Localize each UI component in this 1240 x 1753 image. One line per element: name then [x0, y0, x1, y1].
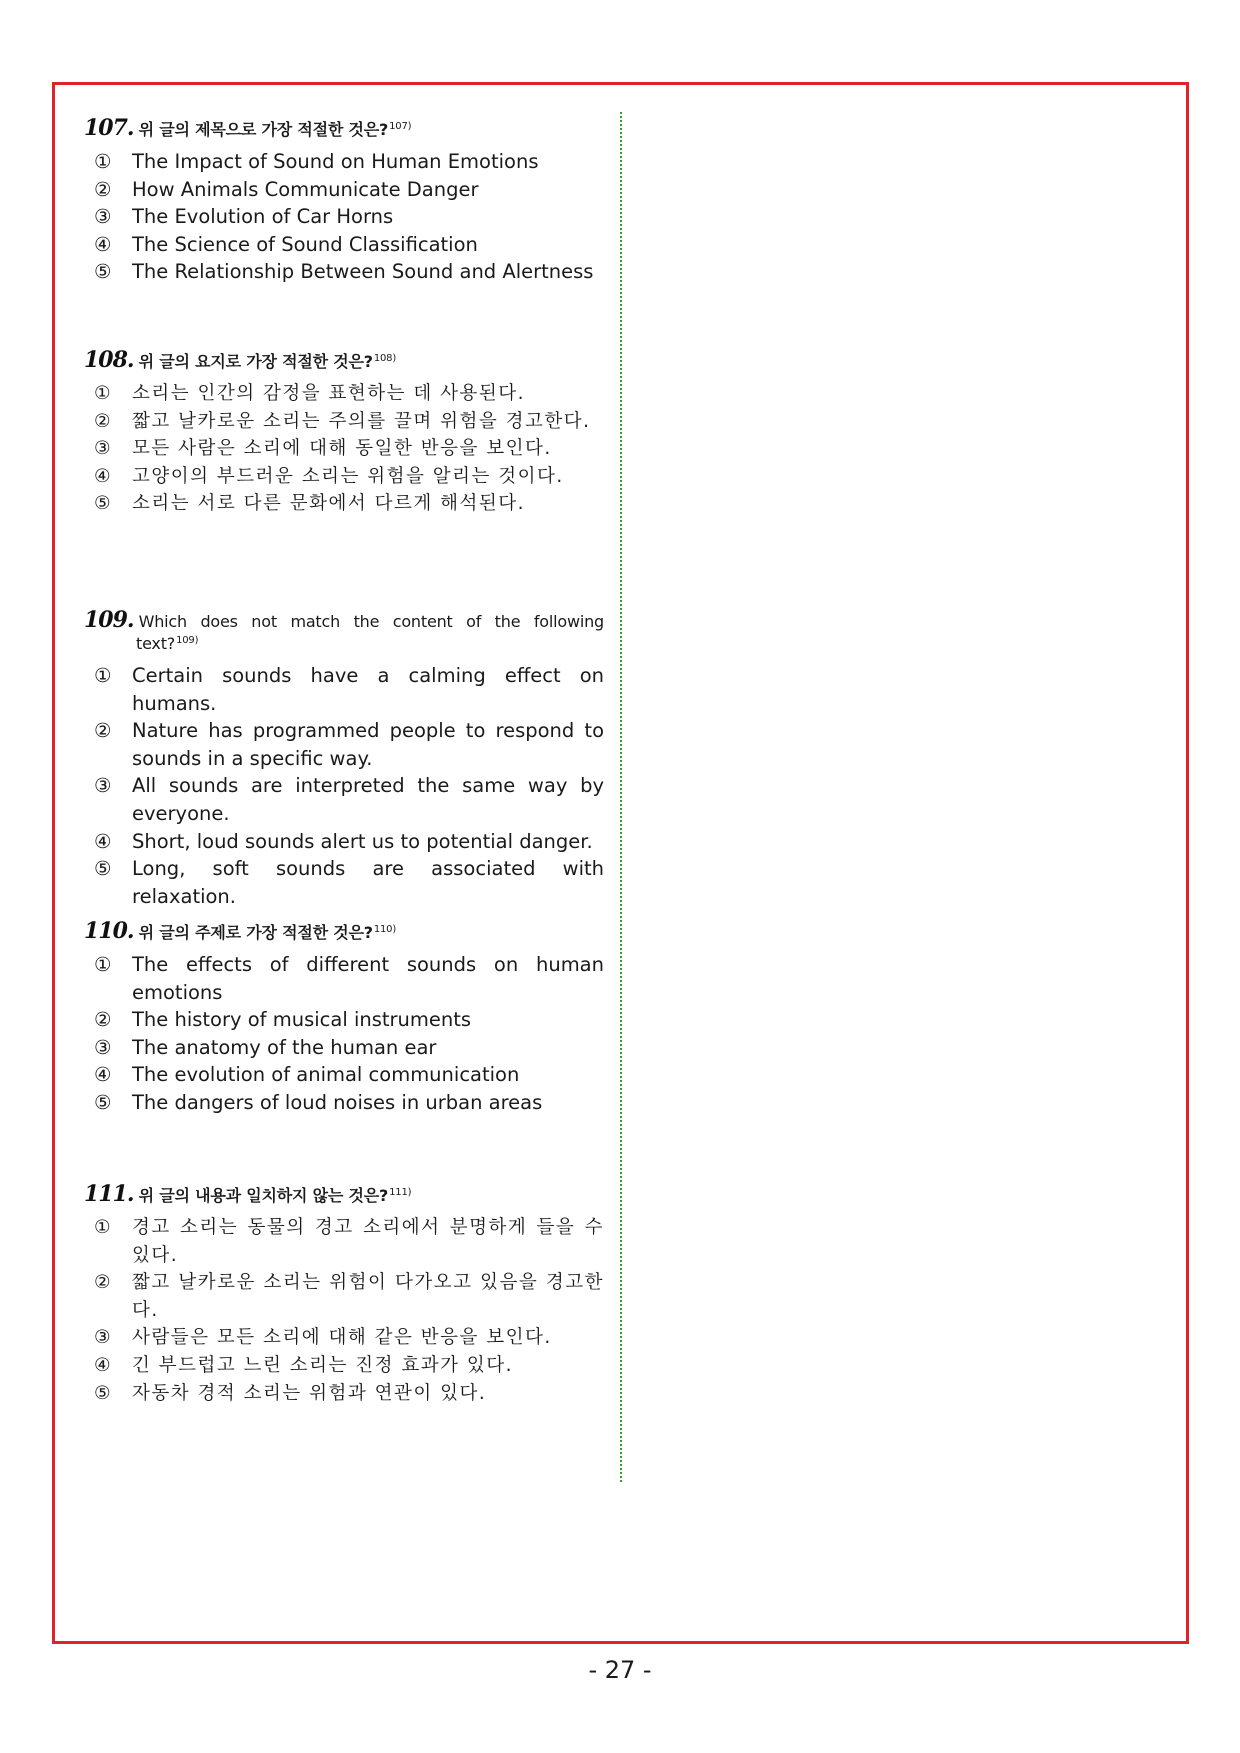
question-111: [84, 1182, 604, 1407]
option-marker: ⑤: [94, 493, 113, 515]
option-marker: ③: [94, 438, 113, 460]
question-header: [84, 919, 604, 945]
option-text: Short, loud sounds alert us to potential danger.: [132, 829, 593, 853]
question-header: [84, 608, 604, 656]
option-text: 사람들은 모든 소리에 대해 같은 반응을 보인다.: [132, 1327, 552, 1349]
option-text: 모든 사람은 소리에 대해 동일한 반응을 보인다.: [132, 438, 552, 460]
footnote-ref: 111): [389, 1186, 412, 1198]
option-5[interactable]: [94, 258, 604, 286]
option-list: [84, 380, 604, 518]
option-text: The Impact of Sound on Human Emotions: [132, 150, 539, 173]
option-text: The history of musical instruments: [132, 1008, 472, 1032]
footnote-ref: 107): [389, 120, 412, 132]
option-marker: ②: [94, 410, 113, 432]
option-5[interactable]: [94, 855, 604, 910]
option-1[interactable]: [94, 148, 604, 176]
option-1[interactable]: [94, 380, 604, 408]
option-1[interactable]: [94, 662, 604, 717]
option-2[interactable]: [94, 176, 604, 204]
option-text: 긴 부드럽고 느린 소리는 진정 효과가 있다.: [132, 1354, 513, 1376]
option-text: The effects of different sounds on human emotions: [132, 953, 604, 1004]
option-3[interactable]: [94, 435, 604, 463]
option-list: [84, 148, 604, 286]
question-107: [84, 116, 604, 286]
option-marker: ⑤: [94, 1090, 112, 1114]
question-number: 111.: [84, 1181, 134, 1207]
option-5[interactable]: [94, 1089, 604, 1117]
option-marker: ④: [94, 829, 112, 853]
option-4[interactable]: [94, 1061, 604, 1089]
option-text: The Evolution of Car Horns: [132, 205, 394, 229]
option-4[interactable]: [94, 463, 604, 491]
option-text: 자동차 경적 소리는 위험과 연관이 있다.: [132, 1382, 487, 1404]
option-4[interactable]: [94, 231, 604, 259]
option-marker: ①: [94, 1217, 113, 1238]
footnote-ref: 110): [373, 923, 397, 935]
option-2[interactable]: [94, 408, 604, 436]
question-title: 위 글의 주제로 가장 적절한 것은?: [138, 923, 373, 942]
option-3[interactable]: [94, 772, 604, 827]
option-marker: ①: [94, 953, 112, 976]
option-text: The dangers of loud noises in urban areas: [132, 1090, 543, 1114]
option-text: 짧고 날카로운 소리는 위험이 다가오고 있음을 경고한다.: [132, 1272, 604, 1321]
option-marker: ⑤: [94, 260, 112, 284]
question-header: [84, 116, 604, 142]
option-2[interactable]: [94, 1006, 604, 1034]
option-3[interactable]: [94, 1324, 604, 1352]
footnote-ref: 108): [373, 352, 397, 364]
option-4[interactable]: [94, 1352, 604, 1380]
option-text: 고양이의 부드러운 소리는 위험을 알리는 것이다.: [132, 465, 564, 487]
option-marker: ④: [94, 1063, 112, 1087]
option-marker: ③: [94, 1327, 113, 1349]
option-marker: ①: [94, 383, 113, 404]
option-marker: ④: [94, 232, 112, 256]
question-number: 110.: [84, 918, 134, 944]
option-list: [84, 662, 604, 910]
option-text: Certain sounds have a calming effect on humans.: [132, 664, 604, 715]
footnote-ref: 109): [176, 634, 199, 646]
option-text: 경고 소리는 동물의 경고 소리에서 분명하게 들을 수 있다.: [132, 1217, 604, 1266]
option-text: Nature has programmed people to respond to sounds in a specific way.: [132, 719, 604, 770]
option-marker: ⑤: [94, 857, 112, 881]
question-title-line2: text?: [136, 634, 176, 653]
option-marker: ④: [94, 1354, 113, 1376]
question-title: 위 글의 내용과 일치하지 않는 것은?: [138, 1186, 389, 1205]
option-text: 소리는 인간의 감정을 표현하는 데 사용된다.: [132, 383, 525, 404]
option-marker: ⑤: [94, 1382, 113, 1404]
question-header: [84, 1182, 604, 1208]
question-title-continued: [84, 632, 604, 656]
option-marker: ①: [94, 664, 112, 687]
option-text: The anatomy of the human ear: [132, 1035, 437, 1059]
option-4[interactable]: [94, 828, 604, 856]
option-marker: ①: [94, 150, 112, 173]
option-list: [84, 1214, 604, 1407]
option-text: The evolution of animal communication: [132, 1063, 520, 1087]
option-2[interactable]: [94, 717, 604, 772]
question-number: 109.: [84, 607, 134, 633]
question-header: [84, 348, 604, 374]
option-text: The Science of Sound Classification: [132, 232, 478, 256]
option-text: The Relationship Between Sound and Alertness: [132, 260, 594, 284]
column-divider: [620, 112, 622, 1482]
question-title: Which does not match the content of the following: [138, 612, 604, 631]
question-number: 107.: [84, 115, 134, 141]
question-title: 위 글의 요지로 가장 적절한 것은?: [138, 352, 373, 371]
option-list: [84, 951, 604, 1117]
question-110: [84, 919, 604, 1117]
option-1[interactable]: [94, 1214, 604, 1269]
option-marker: ②: [94, 1272, 113, 1294]
option-2[interactable]: [94, 1269, 604, 1324]
option-marker: ③: [94, 774, 112, 798]
option-5[interactable]: [94, 490, 604, 518]
option-marker: ③: [94, 1035, 112, 1059]
option-text: Long, soft sounds are associated with relaxation.: [132, 857, 604, 908]
option-3[interactable]: [94, 1034, 604, 1062]
option-marker: ②: [94, 1008, 112, 1032]
option-marker: ②: [94, 177, 112, 201]
question-109: [84, 608, 604, 910]
option-3[interactable]: [94, 203, 604, 231]
option-marker: ④: [94, 465, 113, 487]
option-text: How Animals Communicate Danger: [132, 177, 479, 201]
option-marker: ③: [94, 205, 112, 229]
option-marker: ②: [94, 719, 112, 743]
question-title: 위 글의 제목으로 가장 적절한 것은?: [138, 120, 389, 139]
option-text: 소리는 서로 다른 문화에서 다르게 해석된다.: [132, 493, 525, 515]
option-1[interactable]: [94, 951, 604, 1006]
option-5[interactable]: [94, 1380, 604, 1408]
page-number: - 27 -: [588, 1656, 652, 1684]
option-text: 짧고 날카로운 소리는 주의를 끌며 위험을 경고한다.: [132, 410, 591, 432]
question-number: 108.: [84, 347, 134, 373]
question-108: [84, 348, 604, 518]
option-text: All sounds are interpreted the same way by everyone.: [132, 774, 604, 825]
